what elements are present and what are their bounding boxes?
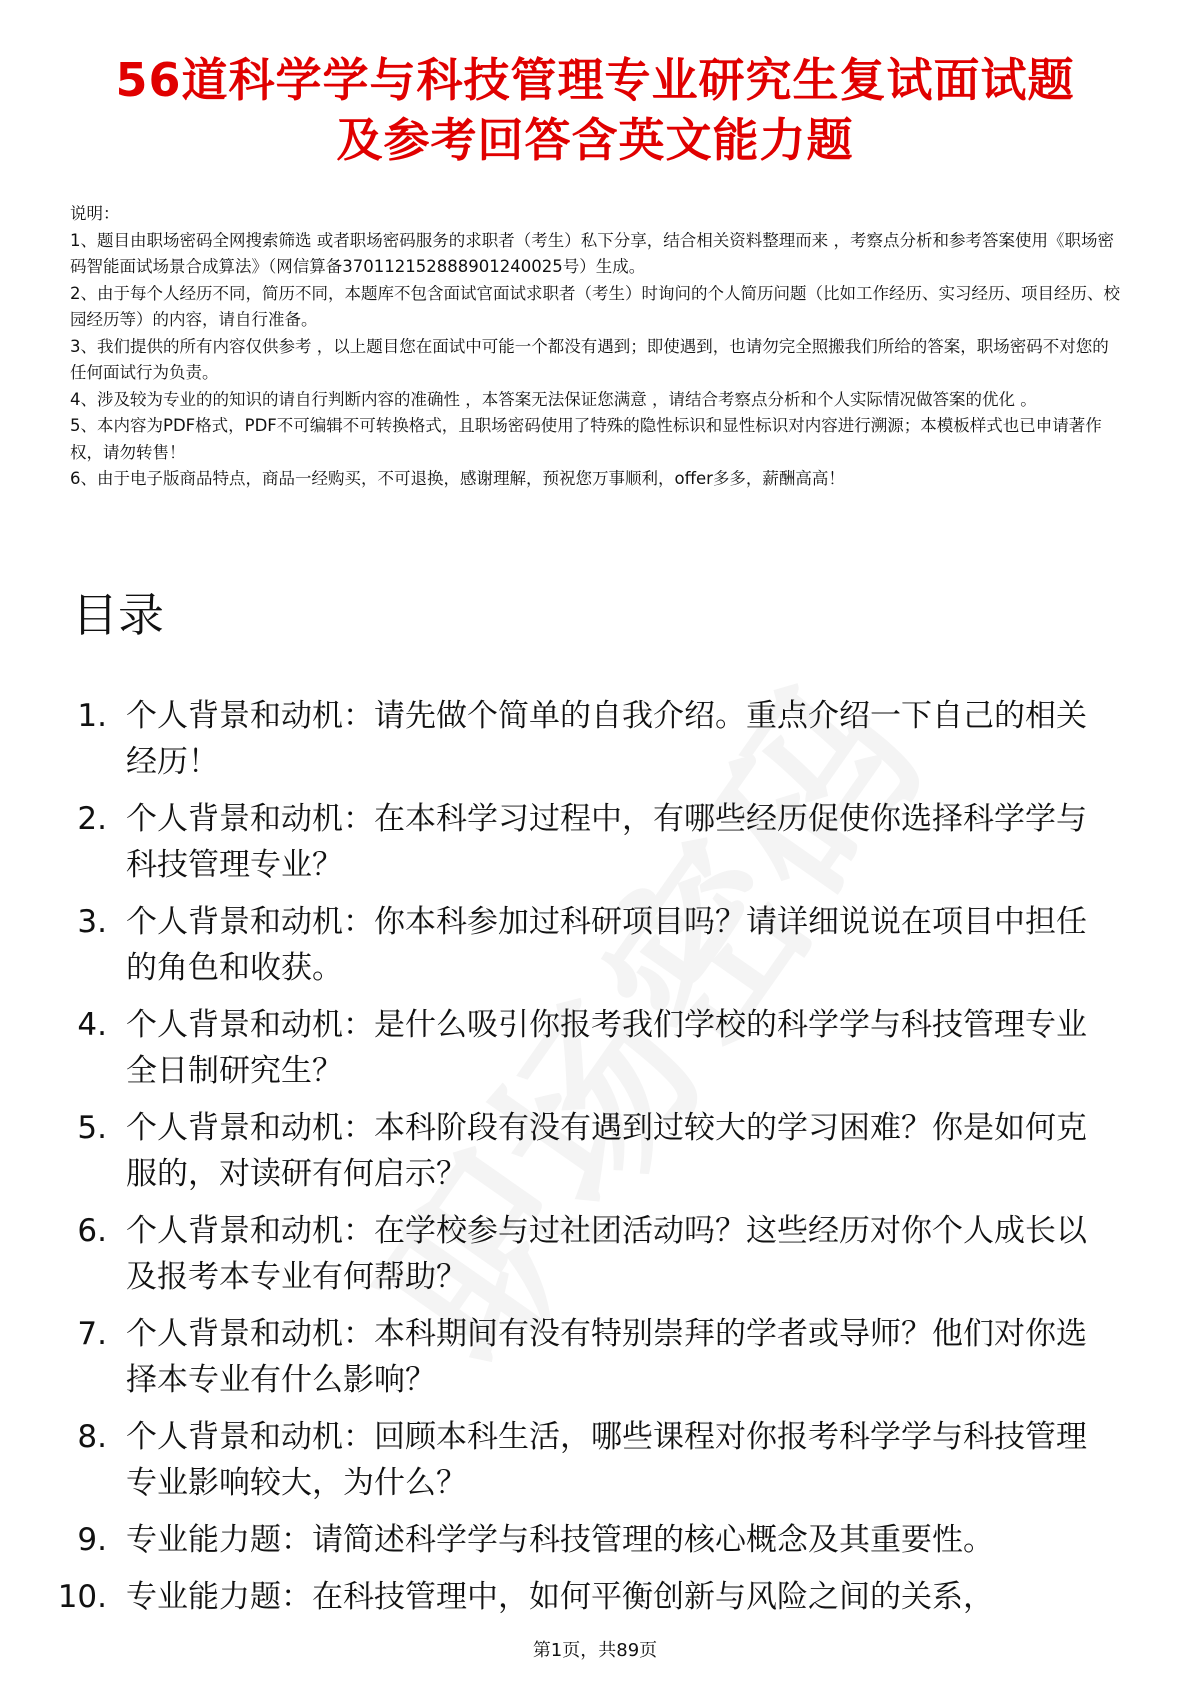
document-title [40, 50, 1150, 170]
toc-item[interactable] [0, 693, 1111, 785]
toc-heading: 目录 [72, 588, 164, 642]
toc-item-number: 5. [77, 1110, 107, 1146]
toc-item[interactable] [0, 1517, 1111, 1563]
toc-item[interactable] [0, 1414, 1111, 1506]
toc-item[interactable] [0, 1311, 1111, 1403]
toc-item-number: 9. [77, 1522, 107, 1558]
toc-item-text: 专业能力题：请简述科学学与科技管理的核心概念及其重要性。 [126, 1522, 994, 1558]
toc-item-number: 2. [77, 801, 107, 837]
toc-item-text: 个人背景和动机：你本科参加过科研项目吗？请详细说说在项目中担任的角色和收获。 [126, 904, 1087, 986]
toc-item-text: 个人背景和动机：是什么吸引你报考我们学校的科学学与科技管理专业全日制研究生？ [126, 1007, 1087, 1089]
note-item: 3、我们提供的所有内容仅供参考 ，以上题目您在面试中可能一个都没有遇到；即使遇到，也请勿完全照搬我们所给的答案，职场密码不对您的任何面试行为负责。 [70, 336, 1109, 382]
toc-item-number: 8. [77, 1419, 107, 1455]
toc-item[interactable] [0, 1105, 1111, 1197]
page-footer: 第1页，共89页 [532, 1640, 658, 1661]
note-item: 6、由于电子版商品特点，商品一经购买，不可退换，感谢理解，预祝您万事顺利，offer多多，薪酬高高！ [70, 469, 845, 488]
toc-list [0, 693, 1190, 1631]
note-item: 2、由于每个人经历不同，简历不同，本题库不包含面试官面试求职者（考生）时询问的个人简历问题（比如工作经历、实习经历、项目经历、校园经历等）的内容，请自行准备。 [70, 283, 1120, 329]
toc-item-number: 3. [77, 904, 107, 940]
title-line-1: 56道科学学与科技管理专业研究生复试面试题 [115, 53, 1075, 107]
notes-section [70, 201, 1120, 493]
toc-item-number: 1. [77, 698, 107, 734]
toc-item-number: 6. [77, 1213, 107, 1249]
toc-item-text: 个人背景和动机：在学校参与过社团活动吗？这些经历对你个人成长以及报考本专业有何帮助？ [126, 1213, 1087, 1295]
toc-item[interactable] [0, 1208, 1111, 1300]
toc-item-number: 10. [57, 1579, 107, 1615]
note-item: 1、题目由职场密码全网搜索筛选 或者职场密码服务的求职者（考生）私下分享，结合相关资料整理而来 ，考察点分析和参考答案使用《职场密码智能面试场景合成算法》（网信算备370112152888901240025号）生成。 [70, 230, 1114, 276]
toc-item[interactable] [0, 1574, 1111, 1620]
toc-item-text: 专业能力题：在科技管理中，如何平衡创新与风险之间的关系， [126, 1579, 994, 1615]
toc-item[interactable] [0, 796, 1111, 888]
toc-item-number: 7. [77, 1316, 107, 1352]
title-line-2: 及参考回答含英文能力题 [336, 113, 854, 167]
toc-item-text: 个人背景和动机：回顾本科生活，哪些课程对你报考科学学与科技管理专业影响较大，为什么？ [126, 1419, 1087, 1501]
toc-item-text: 个人背景和动机：本科期间有没有特别崇拜的学者或导师？他们对你选择本专业有什么影响？ [126, 1316, 1087, 1398]
toc-item[interactable] [0, 899, 1111, 991]
note-item: 5、本内容为PDF格式，PDF不可编辑不可转换格式，且职场密码使用了特殊的隐性标识和显性标识对内容进行溯源；本模板样式也已申请著作权，请勿转售！ [70, 416, 1102, 462]
toc-item[interactable] [0, 1002, 1111, 1094]
toc-item-number: 4. [77, 1007, 107, 1043]
note-item: 4、涉及较为专业的的知识的请自行判断内容的准确性 ，本答案无法保证您满意 ，请结合考察点分析和个人实际情况做答案的优化 。 [70, 389, 1037, 409]
notes-heading: 说明： [70, 204, 120, 223]
toc-item-text: 个人背景和动机：本科阶段有没有遇到过较大的学习困难？你是如何克服的，对读研有何启示？ [126, 1110, 1087, 1192]
toc-item-text: 个人背景和动机：请先做个简单的自我介绍。重点介绍一下自己的相关经历！ [126, 698, 1087, 780]
toc-item-text: 个人背景和动机：在本科学习过程中，有哪些经历促使你选择科学学与科技管理专业？ [126, 801, 1087, 883]
